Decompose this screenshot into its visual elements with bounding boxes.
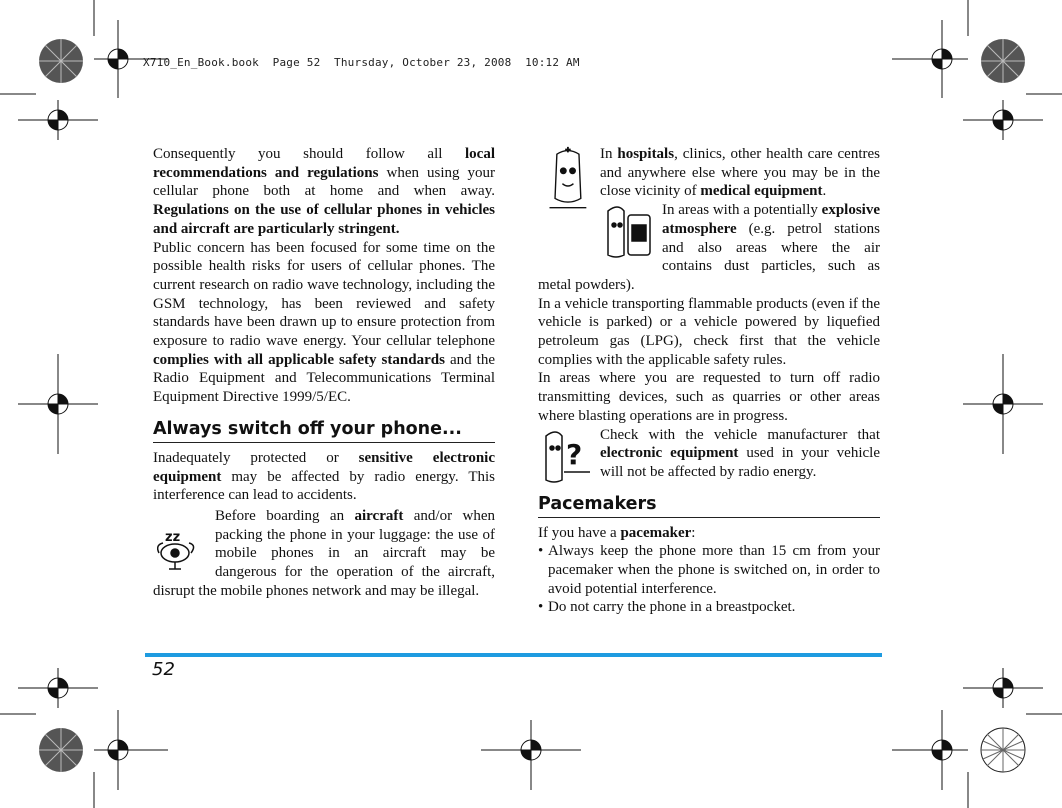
svg-text:?: ? [566, 437, 583, 471]
list-item: • Do not carry the phone in a breastpocket. [538, 598, 880, 617]
paragraph-local-regulations: Consequently you should follow all local recommendations and regulations when using your cellular phone both at home and when away. Regulations on the use of cellular phones in vehicles and aircraft are particularly stringent. [153, 146, 495, 237]
pacemaker-bullet-list [538, 542, 880, 617]
aircraft-sleeping-phone-icon [153, 523, 211, 581]
paragraph-sensitive-equipment: Inadequately protected or sensitive electronic equipment may be affected by radio energy. This interference can lead to accidents. [153, 449, 495, 504]
heading-pacemakers: Pacemakers [538, 494, 880, 518]
heading-switch-off: Always switch off your phone... [153, 419, 495, 443]
right-column [538, 145, 880, 617]
petrol-pump-phone-icon [600, 201, 658, 259]
paragraph-explosive: In areas with a potentially explosive atmosphere (e.g. petrol stations and also areas where the air contains dust particles, such as metal powders). [538, 202, 880, 293]
paragraph-health-concern: Public concern has been focused for some time on the possible health risks for users of cellular phones. The current research on radio wave technology, including the GSM technology, has been reviewed and safety standards have been drawn up to ensure protection from exposure to radio wave energy. Your cellular telephone complies with all applicable safety standards and the Radio Equipment and Telecommunications Terminal Equipment Directive 1999/5/EC. [153, 239, 495, 406]
paragraph-pacemaker-intro: If you have a pacemaker: [538, 524, 696, 541]
paragraph-vehicle: In a vehicle transporting flammable products (even if the vehicle is parked) or a vehicle powered by liquefied petroleum gas (LPG), check first that the vehicle complies with the applicable safety rules. [538, 295, 880, 368]
paragraph-hospitals: In hospitals, clinics, other health care centres and anywhere else where you may be in the close vicinity of medical equipment. [538, 145, 880, 201]
svg-text:zz: zz [165, 529, 181, 545]
paragraph-aircraft: zz Before boarding an aircraft and/or when packing the phone in your luggage: the use of mobile phones in an aircraft may be dangerous for the operation of the aircraft, disrupt the mobile phones network and may be illegal. [153, 507, 495, 599]
paragraph-blasting: In areas where you are requested to turn off radio transmitting devices, such as quarries or other areas where blasting operations are in progress. [538, 370, 880, 424]
page-number: 52 [152, 659, 175, 680]
print-runline: X710_En_Book.book Page 52 Thursday, October 23, 2008 10:12 AM [143, 56, 580, 69]
paragraph-electronic-equipment: ? Check with the vehicle manufacturer that electronic equipment used in your vehicle will not be affected by radio energy. [538, 426, 880, 482]
question-phone-icon [538, 426, 596, 484]
left-column [153, 145, 495, 600]
hospital-phone-icon [538, 145, 596, 221]
footer-accent-bar [145, 653, 882, 657]
list-item: • Always keep the phone more than 15 cm from your pacemaker when the phone is switched on, in order to avoid potential interference. [538, 542, 880, 598]
